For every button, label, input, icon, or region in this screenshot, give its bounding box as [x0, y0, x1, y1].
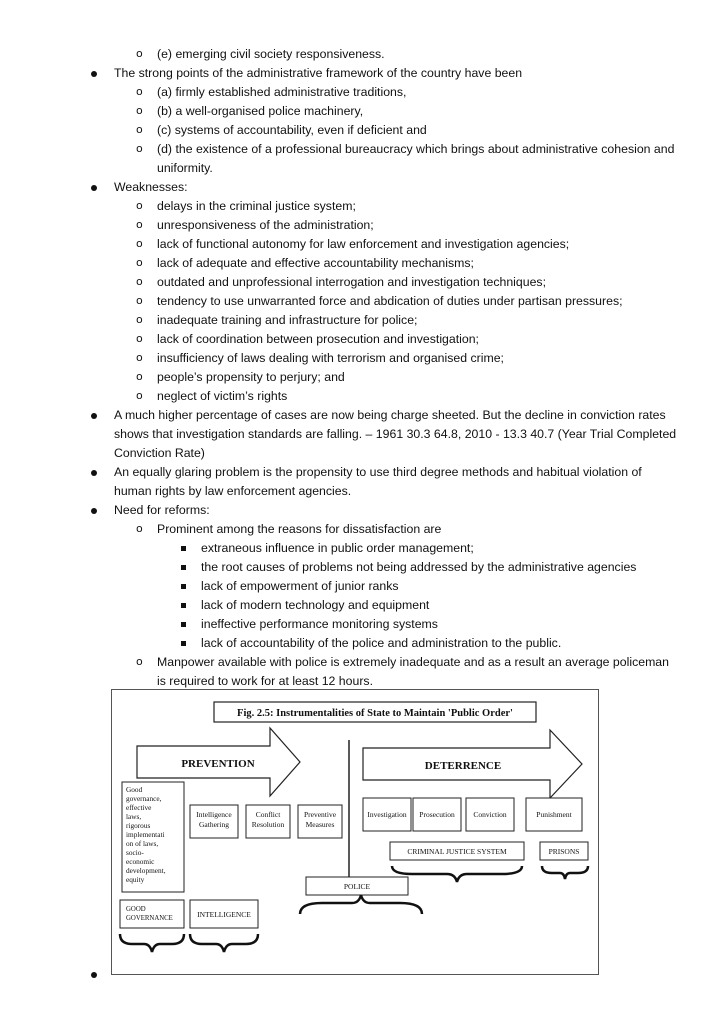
prisons-brace — [542, 866, 588, 879]
list-item: lack of functional autonomy for law enforcement and investigation agencies; — [157, 237, 570, 251]
figure-diagram — [112, 690, 598, 974]
list-item: lack of empowerment of junior ranks — [201, 579, 399, 593]
bullet-icon — [91, 413, 97, 419]
list-item: (d) the existence of a professional bureaucracy which brings about administrative cohesion and — [157, 142, 675, 156]
governance-line: rigorous — [126, 821, 151, 830]
governance-line: effective — [126, 803, 152, 812]
paragraph-line: An equally glaring problem is the propensity to use third degree methods and habitual violation of — [114, 465, 642, 479]
list-item: lack of modern technology and equipment — [201, 598, 430, 612]
bullet-icon — [91, 185, 97, 191]
list-item: tendency to use unwarranted force and abdication of duties under partisan pressures; — [157, 294, 623, 308]
good-governance-brace — [120, 934, 184, 952]
circle-bullet-icon: o — [136, 104, 143, 117]
circle-bullet-icon: o — [136, 332, 143, 345]
square-bullet-icon — [181, 603, 186, 608]
list-item: (a) firmly established administrative traditions, — [157, 85, 407, 99]
circle-bullet-icon: o — [136, 123, 143, 136]
governance-line: implementati — [126, 830, 165, 839]
circle-bullet-icon: o — [136, 370, 143, 383]
police-brace — [300, 895, 422, 914]
square-bullet-icon — [181, 584, 186, 589]
conflict-resolution-label: Conflict — [255, 810, 281, 819]
list-item-continuation: uniformity. — [157, 161, 213, 175]
governance-line: economic — [126, 857, 155, 866]
list-item: delays in the criminal justice system; — [157, 199, 356, 213]
list-item: (e) emerging civil society responsiveness. — [157, 47, 385, 61]
circle-bullet-icon: o — [136, 275, 143, 288]
square-bullet-icon — [181, 546, 186, 551]
paragraph-line: shows that investigation standards are falling. – 1961 30.3 64.8, 2010 - 13.3 40.7 (Year Trial Completed — [114, 427, 677, 441]
list-item: ineffective performance monitoring systems — [201, 617, 438, 631]
conviction-label: Conviction — [473, 810, 507, 819]
governance-line: socio- — [126, 848, 144, 857]
good-governance-label: GOVERNANCE — [126, 915, 173, 922]
circle-bullet-icon: o — [136, 85, 143, 98]
bullet-icon — [91, 71, 97, 77]
governance-line: governance, — [126, 794, 162, 803]
list-item: (c) systems of accountability, even if deficient and — [157, 123, 427, 137]
governance-line: Good — [126, 785, 143, 794]
list-item: lack of accountability of the police and administration to the public. — [201, 636, 562, 650]
list-item: people’s propensity to perjury; and — [157, 370, 345, 384]
circle-bullet-icon: o — [136, 313, 143, 326]
list-item: extraneous influence in public order management; — [201, 541, 474, 555]
square-bullet-icon — [181, 565, 186, 570]
bullet-icon — [91, 972, 97, 978]
criminal-justice-label: CRIMINAL JUSTICE SYSTEM — [407, 847, 507, 856]
governance-line: laws, — [126, 812, 142, 821]
section-heading: The strong points of the administrative framework of the country have been — [114, 66, 523, 80]
paragraph-line: A much higher percentage of cases are now being charge sheeted. But the decline in conviction rates — [114, 408, 666, 422]
police-label: POLICE — [343, 882, 371, 891]
investigation-label: Investigation — [367, 810, 407, 819]
list-item: Manpower available with police is extremely inadequate and as a result an average policeman — [157, 655, 669, 669]
bullet-icon — [91, 470, 97, 476]
paragraph-line: human rights by law enforcement agencies. — [114, 484, 352, 498]
list-item: lack of adequate and effective accountability mechanisms; — [157, 256, 474, 270]
list-item: the root causes of problems not being addressed by the administrative agencies — [201, 560, 637, 574]
deterrence-label: DETERRENCE — [424, 760, 502, 772]
good-governance-label: GOOD — [126, 906, 146, 913]
circle-bullet-icon: o — [136, 47, 143, 60]
punishment-label: Punishment — [536, 810, 572, 819]
circle-bullet-icon: o — [136, 655, 143, 668]
intelligence-gathering-label: Intelligence — [196, 810, 232, 819]
list-item: (b) a well-organised police machinery, — [157, 104, 364, 118]
square-bullet-icon — [181, 641, 186, 646]
list-item: inadequate training and infrastructure for police; — [157, 313, 418, 327]
intelligence-label: INTELLIGENCE — [197, 910, 251, 919]
list-item: insufficiency of laws dealing with terrorism and organised crime; — [157, 351, 504, 365]
circle-bullet-icon: o — [136, 237, 143, 250]
criminal-justice-brace — [392, 866, 522, 882]
prisons-label: PRISONS — [548, 847, 580, 856]
intelligence-gathering-label: Gathering — [199, 820, 229, 829]
circle-bullet-icon: o — [136, 522, 143, 535]
circle-bullet-icon: o — [136, 199, 143, 212]
prosecution-label: Prosecution — [419, 810, 455, 819]
good-governance-box — [120, 900, 184, 928]
governance-line: on of laws, — [126, 839, 159, 848]
list-item: outdated and unprofessional interrogation and investigation techniques; — [157, 275, 546, 289]
circle-bullet-icon: o — [136, 142, 143, 155]
governance-line: development, — [126, 866, 166, 875]
square-bullet-icon — [181, 622, 186, 627]
section-heading: Need for reforms: — [114, 503, 210, 517]
bullet-icon — [91, 508, 97, 514]
paragraph-line: Conviction Rate) — [114, 446, 205, 460]
list-item: unresponsiveness of the administration; — [157, 218, 374, 232]
intelligence-brace — [190, 934, 258, 952]
list-item-continuation: is required to work for at least 12 hours. — [157, 674, 373, 688]
list-item: neglect of victim’s rights — [157, 389, 288, 403]
circle-bullet-icon: o — [136, 256, 143, 269]
prevention-label: PREVENTION — [181, 758, 255, 770]
preventive-measures-label: Preventive — [303, 810, 337, 819]
figure-title: Fig. 2.5: Instrumentalities of State to Maintain 'Public Order' — [237, 708, 513, 719]
circle-bullet-icon: o — [136, 351, 143, 364]
section-heading: Weaknesses: — [114, 180, 188, 194]
list-item: Prominent among the reasons for dissatisfaction are — [157, 522, 442, 536]
preventive-measures-label: Measures — [305, 820, 335, 829]
circle-bullet-icon: o — [136, 218, 143, 231]
conflict-resolution-label: Resolution — [251, 820, 285, 829]
governance-line: equity — [126, 875, 145, 884]
circle-bullet-icon: o — [136, 389, 143, 402]
circle-bullet-icon: o — [136, 294, 143, 307]
list-item: lack of coordination between prosecution and investigation; — [157, 332, 479, 346]
figure-frame — [111, 689, 599, 975]
